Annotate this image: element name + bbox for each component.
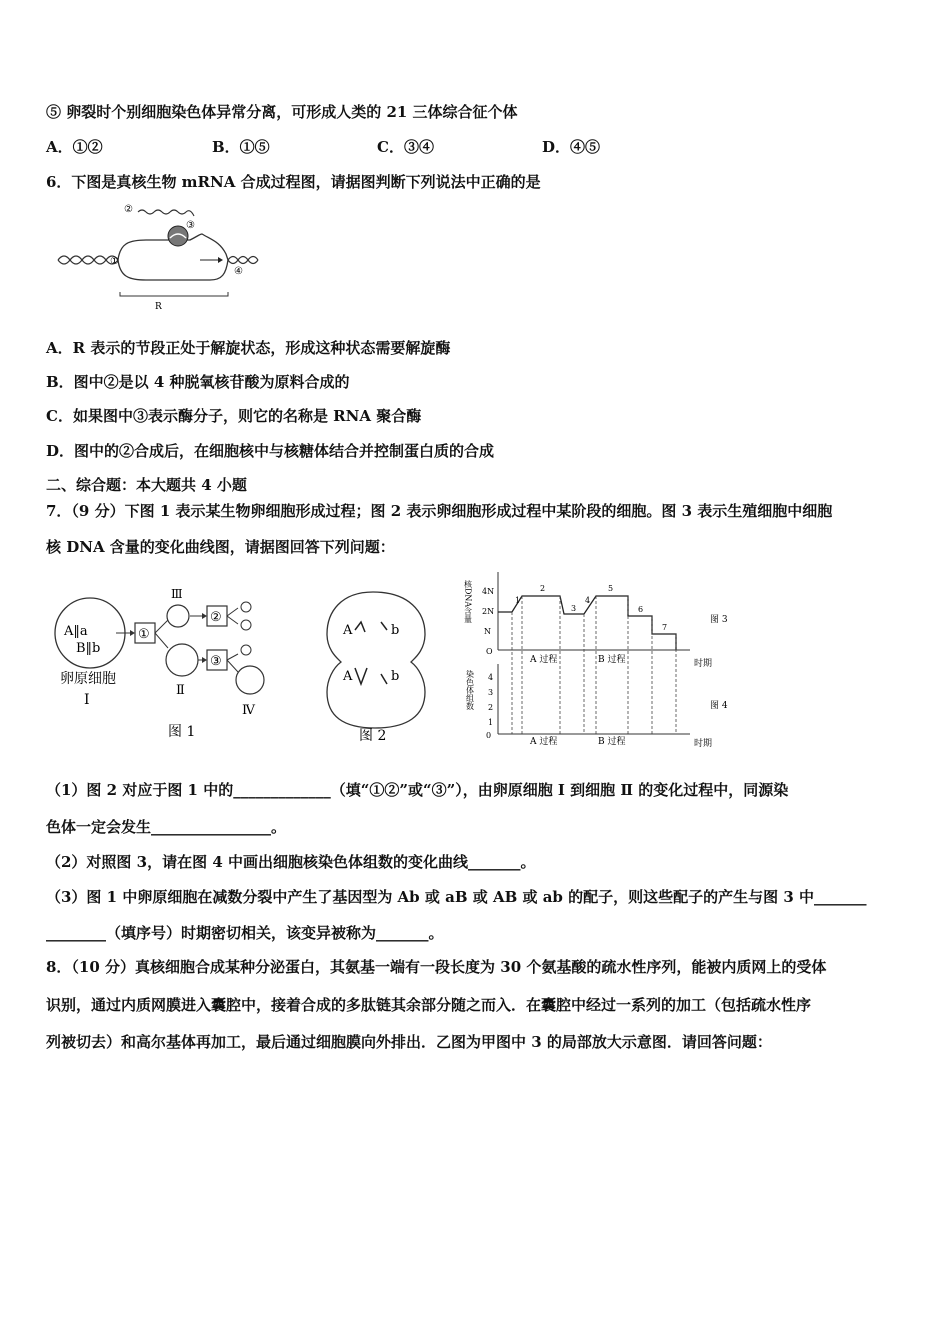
fig3-stage-4: 4 <box>585 596 591 605</box>
q5-option-b: B．①⑤ <box>212 138 270 156</box>
fig4-ytick-2: 2 <box>488 703 494 712</box>
q7-sub1-line1: （1）图 2 对应于图 1 中的_____________（填“①②”或“③”），由卵原细胞 Ⅰ 到细胞 Ⅱ 的变化过程中，同源染 <box>46 781 789 799</box>
fig4-ytick-1: 1 <box>488 718 494 727</box>
q8-line3: 列被切去）和高尔基体再加工，最后通过细胞膜向外排出．乙图为甲图中 3 的局部放大示意图．请回答问题： <box>46 1033 772 1051</box>
fig1-caption: 图 1 <box>168 724 196 740</box>
q5-item5: ⑤ 卵裂时个别细胞染色体异常分离，可形成人类的 21 三体综合征个体 <box>46 103 518 121</box>
fig3-process-b: B 过程 <box>598 655 626 665</box>
q7-stem-line1: 7．（9 分）下图 1 表示某生物卵细胞形成过程；图 2 表示卵细胞形成过程中某阶段的细胞。图 3 表示生殖细胞中细胞 <box>46 502 833 520</box>
fig3-ytick-o: O <box>486 647 493 656</box>
fig4-ytick-3: 3 <box>488 688 494 697</box>
q8-line2: 识别，通过内质网膜进入囊腔中，接着合成的多肽链其余部分随之而入．在囊腔中经过一系列的加工（包括疏水性序 <box>46 996 812 1014</box>
q7-sub3-line1: （3）图 1 中卵原细胞在减数分裂中产生了基因型为 Ab 或 aB 或 AB 或 ab 的配子，则这些配子的产生与图 3 中_______ <box>46 888 867 906</box>
fig2-gene-b-top: b <box>391 623 400 638</box>
fig3-stage-5: 5 <box>608 584 614 593</box>
fig4-ytick-4: 4 <box>488 673 494 682</box>
fig3-ylabel: 核DNA含量 <box>463 580 473 624</box>
fig3-caption: 图 3 <box>710 615 728 625</box>
fig1-step2: ② <box>210 610 222 625</box>
fig4-caption: 图 4 <box>710 701 728 711</box>
fig3-stage-3: 3 <box>571 604 577 613</box>
fig3-stage-7: 7 <box>662 623 668 632</box>
fig3-stage-2: 2 <box>540 584 546 593</box>
label-1: ① <box>110 256 119 267</box>
fig1-genes-bottom: B‖b <box>76 641 101 656</box>
q6-option-d: D．图中的②合成后，在细胞核中与核糖体结合并控制蛋白质的合成 <box>46 442 495 460</box>
fig4-xlabel: 时期 <box>694 739 713 749</box>
q6-option-b: B．图中②是以 4 种脱氧核苷酸为原料合成的 <box>46 373 350 391</box>
q6-stem: 6．下图是真核生物 mRNA 合成过程图，请据图判断下列说法中正确的是 <box>46 173 541 191</box>
q5-option-a: A．①② <box>46 138 103 156</box>
fig1-roman-iii: Ⅲ <box>171 587 183 601</box>
fig1-step1: ① <box>138 627 150 642</box>
fig1-step3: ③ <box>210 654 222 669</box>
q6-option-a: A．R 表示的节段正处于解旋状态，形成这种状态需要解旋酶 <box>46 339 451 357</box>
fig3-ytick-2n: 2N <box>482 607 495 616</box>
fig4-ytick-0: 0 <box>486 731 492 740</box>
q7-sub2: （2）对照图 3，请在图 4 中画出细胞核染色体组数的变化曲线_______。 <box>46 853 536 871</box>
q6-option-c: C．如果图中③表示酶分子，则它的名称是 RNA 聚合酶 <box>46 407 422 425</box>
q7-figure2 <box>325 588 435 753</box>
fig2-gene-b-bottom: b <box>391 669 400 684</box>
fig2-gene-a-bottom: A <box>343 669 353 684</box>
fig2-gene-a-top: A <box>343 623 353 638</box>
q7-figure1 <box>50 578 310 753</box>
section-title: 二、综合题：本大题共 4 小题 <box>46 476 247 494</box>
q7-sub3-line2: ________（填序号）时期密切相关，该变异被称为_______。 <box>46 924 444 942</box>
fig2-caption: 图 2 <box>359 728 387 744</box>
q5-option-d: D．④⑤ <box>542 138 601 156</box>
fig4-process-a: A 过程 <box>530 737 558 747</box>
fig4-process-b: B 过程 <box>598 737 626 747</box>
fig4-ylabel: 染色体组数 <box>465 670 475 710</box>
fig1-cell-label: 卵原细胞 <box>60 671 116 687</box>
q7-stem-line2: 核 DNA 含量的变化曲线图，请据图回答下列问题： <box>46 538 395 556</box>
fig1-roman-i: Ⅰ <box>84 692 90 708</box>
q7-figure3-4 <box>464 566 744 754</box>
q6-transcription-figure <box>50 196 260 316</box>
label-r: R <box>155 302 162 312</box>
fig3-ytick-n: N <box>484 627 491 636</box>
fig3-stage-1: 1 <box>515 596 521 605</box>
fig1-genes-top: A‖a <box>64 624 88 639</box>
fig3-xlabel: 时期 <box>694 659 713 669</box>
fig1-roman-ii: Ⅱ <box>176 683 185 698</box>
q5-option-c: C．③④ <box>377 138 434 156</box>
fig3-process-a: A 过程 <box>530 655 558 665</box>
label-4: ④ <box>234 266 243 277</box>
fig1-roman-iv: Ⅳ <box>242 703 255 718</box>
q7-sub1-line2: 色体一定会发生________________。 <box>46 818 287 836</box>
label-2: ② <box>124 204 133 215</box>
fig3-ytick-4n: 4N <box>482 587 495 596</box>
fig3-stage-6: 6 <box>638 605 644 614</box>
label-3: ③ <box>186 220 195 231</box>
q8-line1: 8．（10 分）真核细胞合成某种分泌蛋白，其氨基一端有一段长度为 30 个氨基酸的疏水性序列，能被内质网上的受体 <box>46 958 827 976</box>
